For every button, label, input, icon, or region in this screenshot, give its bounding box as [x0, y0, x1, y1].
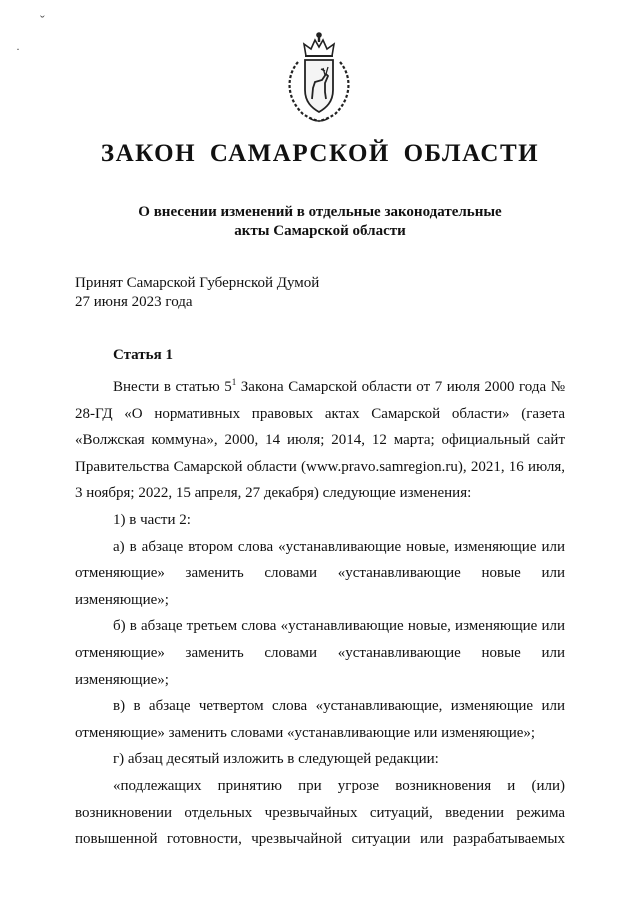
law-title: ЗАКОН САМАРСКОЙ ОБЛАСТИ: [100, 140, 540, 167]
coat-of-arms-emblem: [281, 28, 357, 126]
article-body: [75, 369, 565, 853]
list-item-a: а) в абзаце втором слова «устанавливающие новые, изменяющие или отменяющие» заменить словами «устанавливающие новые или изменяющие»;: [75, 538, 565, 608]
article-intro: [75, 369, 565, 507]
subtitle-line-2: акты Самарской области: [234, 223, 406, 239]
intro-superscript: 1: [231, 377, 237, 387]
intro-text-a: Внести в статью 5: [113, 379, 232, 395]
intro-text-b: Закона Самарской области от 7 июля 2000 года № 28-ГД «О нормативных правовых актах Самарской области» (газета «Волжская коммуна», 2000, 14 июля; 2014, 12 марта; официальный сайт Правительства Самарской области (www.pravo.samregion.ru), 2021, 16 июля, 3 ноября; 2022, 15 апреля, 27 декабря) следующие изменения:: [75, 379, 566, 502]
adoption-date: 27 июня 2023 года: [75, 294, 193, 310]
corner-mark: ·: [16, 42, 20, 56]
subtitle-line-1: О внесении изменений в отдельные законодательные: [138, 204, 502, 220]
list-item-v: в) в абзаце четвертом слова «устанавливающие, изменяющие или отменяющие» заменить словами «устанавливающие или изменяющие»;: [75, 698, 565, 741]
corner-mark: ˇ: [40, 14, 45, 29]
law-subtitle: [80, 203, 560, 241]
list-item-1: 1) в части 2:: [113, 511, 191, 528]
adoption-info: [75, 274, 319, 312]
list-item-b: б) в абзаце третьем слова «устанавливающие новые, изменяющие или отменяющие» заменить словами «устанавливающие новые или изменяющие»;: [75, 618, 565, 688]
quoted-text: «подлежащих принятию при угрозе возникновения и (или) возникновении отдельных чрезвычайных ситуаций, введении режима повышенной готовности, чрезвычайной ситуации или разрабатываемых: [75, 777, 565, 848]
adoption-body: Принят Самарской Губернской Думой: [75, 275, 320, 291]
article-heading: Статья 1: [113, 347, 173, 363]
list-item-g: г) абзац десятый изложить в следующей редакции:: [113, 751, 439, 768]
